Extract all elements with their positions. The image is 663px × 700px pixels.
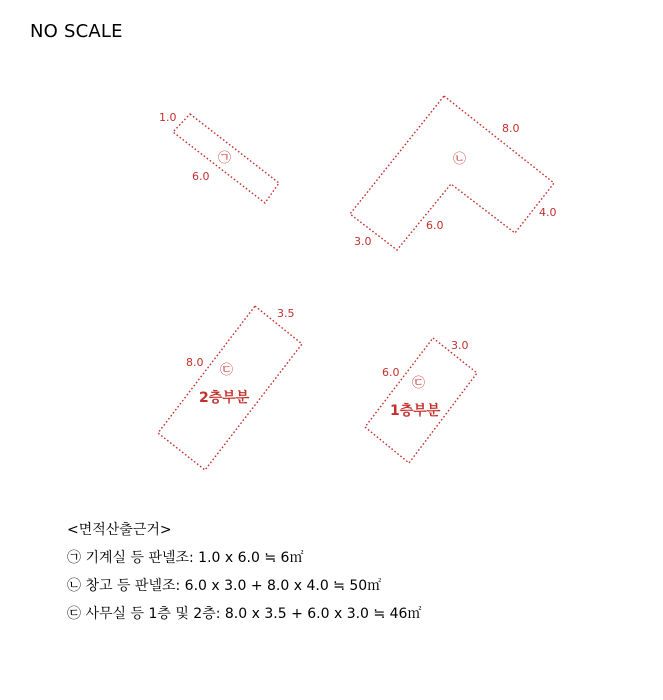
dimension-label: 4.0 — [539, 206, 557, 219]
dimension-label: 8.0 — [502, 122, 520, 135]
shape-outline — [365, 338, 477, 463]
floor-part-label: 1층부분 — [390, 403, 441, 419]
shape-mark: ㉠ — [218, 151, 232, 166]
dimension-label: 3.5 — [277, 307, 295, 320]
shape-warehouse — [350, 96, 557, 250]
dimension-label: 6.0 — [426, 219, 444, 232]
shape-outline — [350, 96, 554, 250]
shape-mark: ㉢ — [220, 363, 234, 378]
dimension-label: 1.0 — [159, 111, 177, 124]
shape-mark: ㉡ — [453, 152, 467, 167]
note-line-machine-room: ㉠ 기계실 등 판넬조: 1.0 x 6.0 ≒ 6㎡ — [67, 550, 304, 566]
notes-heading: <면적산출근거> — [67, 522, 172, 538]
page-title: NO SCALE — [30, 21, 123, 42]
dimension-label: 3.0 — [354, 235, 372, 248]
dimension-label: 3.0 — [451, 339, 469, 352]
dimension-label: 6.0 — [192, 170, 210, 183]
dimension-label: 8.0 — [186, 356, 204, 369]
shape-office-second-floor — [158, 306, 302, 470]
shape-mark: ㉢ — [412, 376, 426, 391]
shape-outline — [158, 306, 302, 470]
note-line-office: ㉢ 사무실 등 1층 및 2층: 8.0 x 3.5 + 6.0 x 3.0 ≒ 46㎡ — [67, 606, 422, 622]
floor-part-label: 2층부분 — [199, 390, 250, 406]
area-calculation-notes — [67, 516, 421, 628]
shape-office-first-floor — [365, 338, 477, 463]
note-line-warehouse: ㉡ 창고 등 판넬조: 6.0 x 3.0 + 8.0 x 4.0 ≒ 50㎡ — [67, 578, 382, 594]
shape-machine-room — [159, 111, 279, 203]
dimension-label: 6.0 — [382, 366, 400, 379]
